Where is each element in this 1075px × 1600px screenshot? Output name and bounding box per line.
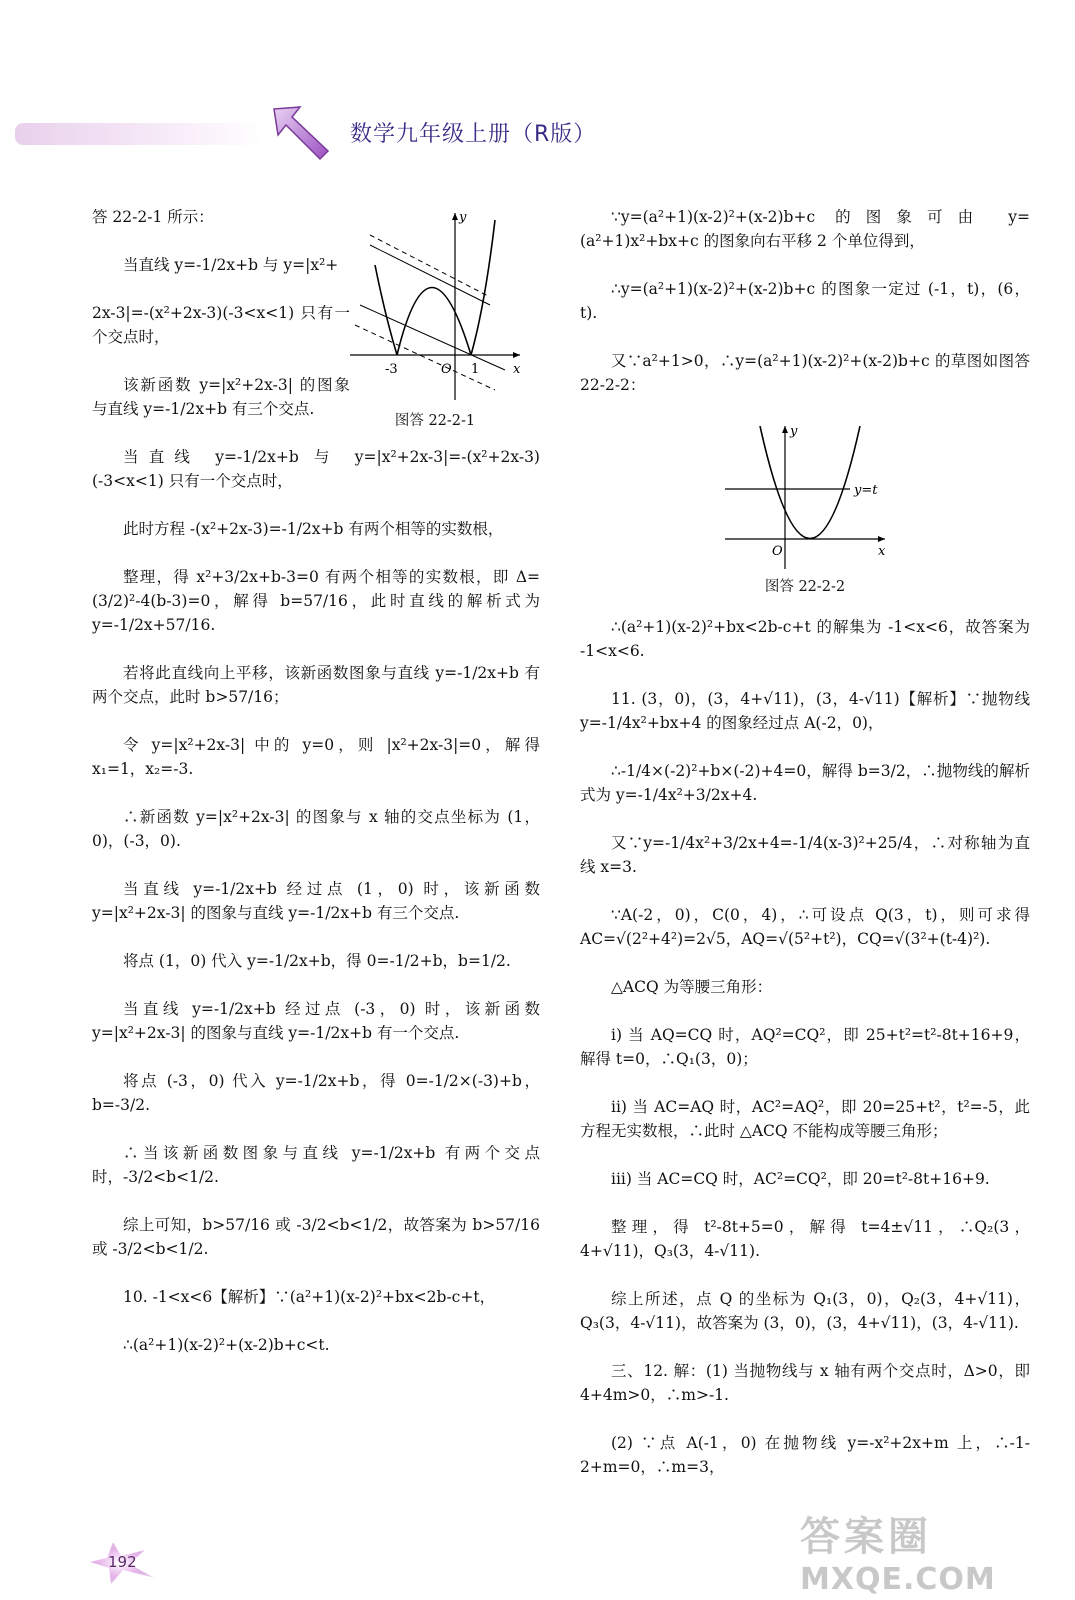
text-paragraph: 综上可知，b>57/16 或 -3/2<b<1/2，故答案为 b>57/16 或 -3/2<b<1/2. <box>92 1216 540 1258</box>
page-number: 192 <box>108 1553 137 1571</box>
text-paragraph: 令 y=|x²+2x-3| 中的 y=0，则 |x²+2x-3|=0，解得 x₁=1，x₂=-3. <box>92 736 540 778</box>
graph-parabola-line <box>720 421 890 571</box>
text-paragraph: ∴新函数 y=|x²+2x-3| 的图象与 x 轴的交点坐标为 (1，0)，(-3，0). <box>92 808 540 850</box>
text-paragraph: 三、12. 解：(1) 当抛物线与 x 轴有两个交点时，Δ>0，即 4+4m>0，∴m>-1. <box>580 1362 1030 1404</box>
text-paragraph: 该新函数 y=|x²+2x-3| 的图象与直线 y=-1/2x+b 有三个交点. <box>92 376 350 418</box>
watermark <box>800 1505 1040 1595</box>
text-paragraph: 若将此直线向上平移，该新函数图象与直线 y=-1/2x+b 有两个交点，此时 b>57/16； <box>92 664 540 706</box>
page-header <box>0 95 1075 175</box>
text-paragraph: 2x-3|=-(x²+2x-3)(-3<x<1) 只有一个交点时， <box>92 304 350 346</box>
text-paragraph: ∴当该新函数图象与直线 y=-1/2x+b 有两个交点时，-3/2<b<1/2. <box>92 1144 540 1186</box>
tick-label-neg3: -3 <box>385 362 398 377</box>
text-paragraph: △ACQ 为等腰三角形： <box>611 978 773 996</box>
text-paragraph: 此时方程 -(x²+2x-3)=-1/2x+b 有两个相等的实数根， <box>123 520 504 538</box>
figure-caption: 图答 22-2-1 <box>394 413 476 429</box>
header-decoration-band <box>15 123 265 145</box>
figure-caption: 图答 22-2-2 <box>764 579 846 595</box>
line-label: y=t <box>854 483 878 498</box>
text-paragraph: 10. -1<x<6【解析】∵(a²+1)(x-2)²+bx<2b-c+t， <box>123 1288 496 1306</box>
text-paragraph: ∵A(-2，0)，C(0，4)，∴可设点 Q(3，t)，则可求得 AC=√(2²+4²)=2√5，AQ=√(5²+t²)，CQ=√(3²+(t-4)²). <box>580 906 1030 948</box>
text-paragraph: 当直线 y=-1/2x+b 与 y=|x²+2x-3|=-(x²+2x-3)(-3<x<1) 只有一个交点时， <box>92 448 540 490</box>
text-paragraph: 综上所述，点 Q 的坐标为 Q₁(3，0)，Q₂(3，4+√11)，Q₃(3，4-√11)，故答案为 (3，0)，(3，4+√11)，(3，4-√11). <box>580 1290 1030 1332</box>
text-paragraph: ∴(a²+1)(x-2)²+(x-2)b+c<t. <box>123 1336 330 1354</box>
text-paragraph: ii) 当 AC=AQ 时，AC²=AQ²，即 20=25+t²，t²=-5，此方程无实数根，∴此时 △ACQ 不能构成等腰三角形； <box>580 1098 1030 1140</box>
text-paragraph: i) 当 AQ=CQ 时，AQ²=CQ²，即 25+t²=t²-8t+16+9，解得 t=0，∴Q₁(3，0)； <box>580 1026 1030 1068</box>
text-paragraph: ∴y=(a²+1)(x-2)²+(x-2)b+c 的图象一定过 (-1，t)，(6，t). <box>580 280 1030 322</box>
text-paragraph: 整理，得 x²+3/2x+b-3=0 有两个相等的实数根，即 Δ=(3/2)²-4(b-3)=0，解得 b=57/16，此时直线的解析式为 y=-1/2x+57/16. <box>92 568 540 634</box>
text-paragraph: 当直线 y=-1/2x+b 经过点 (1，0) 时，该新函数 y=|x²+2x-3| 的图象与直线 y=-1/2x+b 有三个交点. <box>92 880 540 922</box>
text-paragraph: 整理，得 t²-8t+5=0，解得 t=4±√11，∴Q₂(3，4+√11)，Q₃(3，4-√11). <box>580 1218 1030 1260</box>
figure-22-2-2 <box>720 421 890 599</box>
text-paragraph: 将点 (1，0) 代入 y=-1/2x+b，得 0=-1/2+b，b=1/2. <box>123 952 511 970</box>
text-paragraph: ∴-1/4×(-2)²+b×(-2)+4=0，解得 b=3/2，∴抛物线的解析式为 y=-1/4x²+3/2x+4. <box>580 762 1030 804</box>
left-column <box>92 205 540 1381</box>
tick-label-1: 1 <box>471 362 480 377</box>
origin-label: O <box>772 544 783 559</box>
text-paragraph: 答 22-2-1 所示： <box>92 208 214 226</box>
text-paragraph: iii) 当 AC=CQ 时，AC²=CQ²，即 20=t²-8t+16+9. <box>611 1170 990 1188</box>
text-paragraph: ∴(a²+1)(x-2)²+bx<2b-c+t 的解集为 -1<x<6，故答案为 -1<x<6. <box>580 618 1030 660</box>
text-paragraph: 又∵y=-1/4x²+3/2x+4=-1/4(x-3)²+25/4，∴对称轴为直线 x=3. <box>580 834 1030 876</box>
x-axis-label: x <box>878 544 886 559</box>
y-axis-label: y <box>459 210 467 225</box>
text-paragraph: 当直线 y=-1/2x+b 与 y=|x²+ <box>123 256 339 274</box>
y-axis-label: y <box>790 424 798 439</box>
text-paragraph: 11. (3，0)，(3，4+√11)，(3，4-√11)【解析】∵抛物线 y=-1/4x²+bx+4 的图象经过点 A(-2，0)， <box>580 690 1030 732</box>
watermark-url: MXQE.COM <box>800 1562 996 1597</box>
text-paragraph: 当直线 y=-1/2x+b 经过点 (-3，0) 时，该新函数 y=|x²+2x-3| 的图象与直线 y=-1/2x+b 有一个交点. <box>92 1000 540 1042</box>
watermark-logo-text: 答案圈 <box>800 1514 932 1560</box>
x-axis-label: x <box>513 362 521 377</box>
text-paragraph: ∵y=(a²+1)(x-2)²+(x-2)b+c 的图象可由 y=(a²+1)x²+bx+c 的图象向右平移 2 个单位得到， <box>580 208 1030 250</box>
right-column <box>580 205 1030 1503</box>
origin-label: O <box>441 362 452 377</box>
arrow-icon <box>270 103 340 163</box>
text-paragraph: 将点 (-3，0) 代入 y=-1/2x+b，得 0=-1/2×(-3)+b，b=-3/2. <box>92 1072 540 1114</box>
page-title: 数学九年级上册（R版） <box>350 122 597 147</box>
text-paragraph: 又∵a²+1>0，∴y=(a²+1)(x-2)²+(x-2)b+c 的草图如图答 22-2-2： <box>580 352 1030 394</box>
text-paragraph: (2) ∵点 A(-1，0) 在抛物线 y=-x²+2x+m 上，∴-1-2+m=0，∴m=3， <box>580 1434 1030 1476</box>
